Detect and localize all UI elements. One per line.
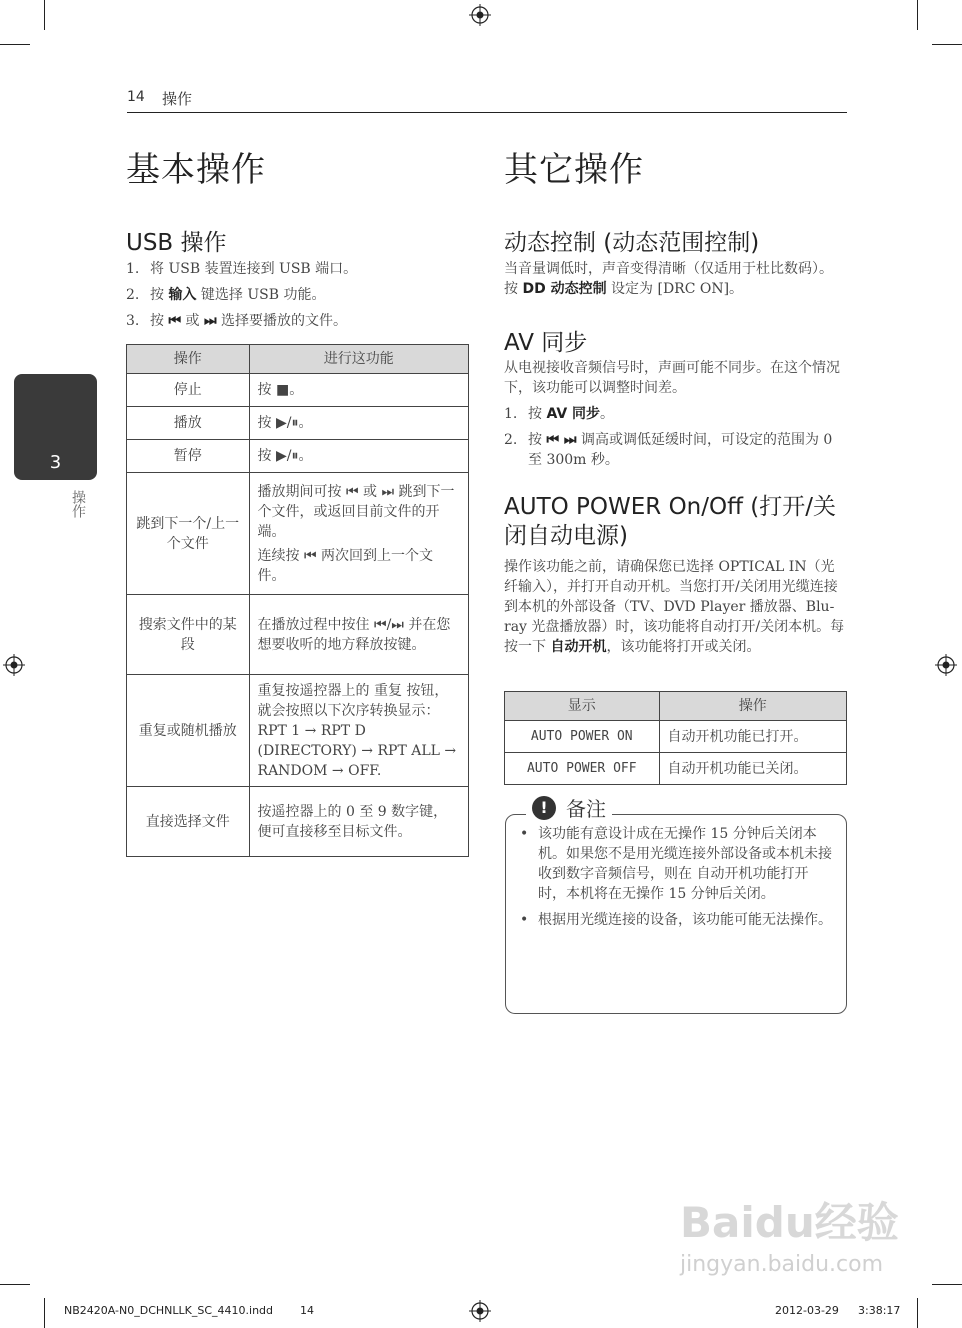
- table-cell: 自动开机功能已关闭。: [659, 753, 846, 785]
- table-cell: 按遥控器上的 0 至 9 数字键，便可直接移至目标文件。: [249, 787, 468, 857]
- table-row: [127, 407, 469, 440]
- usb-step-1: 1. 将 USB 装置连接到 USB 端口。: [126, 261, 358, 277]
- table-cell: 播放: [127, 407, 250, 440]
- cell-paragraph: 播放期间可按 ⏮ 或 ⏭ 跳到下一个文件，或返回目前文件的开端。: [257, 483, 455, 540]
- exclamation-icon: !: [532, 796, 556, 820]
- usb-steps: [126, 259, 471, 337]
- table-row: [127, 473, 469, 595]
- watermark-brand: Baidu经验: [680, 1198, 899, 1247]
- auto-power-key-label: 自动开机: [550, 639, 607, 655]
- usb-operation-table: [126, 344, 469, 857]
- usb-step-3: 3. 按 ⏮ 或 ⏭ 选择要播放的文件。: [126, 313, 348, 329]
- drc-key-label: DD 动态控制: [522, 281, 607, 297]
- right-page-title: 其它操作: [504, 150, 644, 190]
- auto-power-heading: AUTO POWER On/Off (打开/关闭自动电源): [504, 494, 836, 549]
- skip-icons: ⏮ ⏭: [546, 432, 577, 448]
- table-row: [505, 753, 847, 785]
- av-step-1: 1. 按 AV 同步。: [504, 406, 615, 422]
- table-header: 显示: [505, 692, 660, 721]
- table-cell: 搜索文件中的某段: [127, 595, 250, 675]
- header-rule: [127, 112, 847, 113]
- table-cell: [249, 473, 468, 595]
- table-header: 操作: [659, 692, 846, 721]
- registration-mark-bottom: [469, 1300, 491, 1322]
- registration-mark-left: [3, 654, 25, 676]
- table-cell: 重复按遥控器上的 重复 按钮，就会按照以下次序转换显示： RPT 1 → RPT D (DIRECTORY) → RPT ALL → RANDOM → OFF.: [249, 675, 468, 787]
- table-row: [505, 721, 847, 753]
- table-row: [127, 440, 469, 473]
- note-item: • 该功能有意设计成在无操作 15 分钟后关闭本机。如果您不是用光缆连接外部设备或本机未接收到数字音频信号，则在 自动开机功能打开时，本机将在无操作 15 分钟后关闭。: [518, 824, 836, 904]
- table-row: [127, 675, 469, 787]
- footer-page: 14: [300, 1304, 314, 1317]
- note-title: 备注: [566, 797, 606, 821]
- table-cell: 在播放过程中按住 ⏮/⏭ 并在您想要收听的地方释放按键。: [249, 595, 468, 675]
- note-item: • 根据用光缆连接的设备，该功能可能无法操作。: [518, 910, 836, 930]
- av-sync-text: 从电视接收音频信号时，声画可能不同步。在这个情况下，该功能可以调整时间差。: [504, 360, 840, 396]
- registration-mark-right: [935, 654, 957, 676]
- table-row: [127, 374, 469, 407]
- input-key-label: 输入: [168, 287, 197, 303]
- table-row: [127, 787, 469, 857]
- prev-icon: ⏮: [168, 313, 182, 329]
- av-sync-key-label: AV 同步: [546, 406, 601, 422]
- auto-power-text: 操作该功能之前，请确保您已选择 OPTICAL IN（光纤输入），并打开自动开机。当您打开/关闭用光缆连接到本机的外部设备（TV、DVD Player 播放器、Blu-ray 光盘播放器）时，该功能将自动打开/关闭本机。每按一下 自动开机，该功能将打开或关闭。: [504, 559, 845, 655]
- table-cell: 跳到下一个/上一个文件: [127, 473, 250, 595]
- footer-date: 2012-03-29: [775, 1304, 839, 1317]
- note-header: [526, 793, 612, 822]
- next-icon: ⏭: [203, 313, 217, 329]
- av-sync-steps: [504, 404, 846, 476]
- av-sync-heading: AV 同步: [504, 330, 588, 356]
- footer-time: 3:38:17: [858, 1304, 901, 1317]
- table-header: 操作: [127, 345, 250, 374]
- watermark-url: jingyan.baidu.com: [680, 1252, 884, 1277]
- watermark: [680, 1190, 899, 1277]
- registration-mark-top: [469, 4, 491, 26]
- table-cell: 重复或随机播放: [127, 675, 250, 787]
- table-header-row: [127, 345, 469, 374]
- table-cell: 自动开机功能已打开。: [659, 721, 846, 753]
- left-page-title: 基本操作: [126, 150, 266, 190]
- chapter-tab-label: 操作: [70, 490, 86, 518]
- table-cell: 停止: [127, 374, 250, 407]
- drc-text: 当音量调低时，声音变得清晰（仅适用于杜比数码）。按 DD 动态控制 设定为 [DRC ON]。: [504, 261, 833, 297]
- page-number: 14: [127, 89, 145, 105]
- table-cell: 按 ■。: [249, 374, 468, 407]
- table-cell: 直接选择文件: [127, 787, 250, 857]
- drc-heading: 动态控制 (动态范围控制): [504, 230, 760, 256]
- table-row: [127, 595, 469, 675]
- table-header: 进行这功能: [249, 345, 468, 374]
- usb-heading: USB 操作: [126, 230, 227, 256]
- cell-paragraph: 连续按 ⏮ 两次回到上一个文件。: [257, 547, 434, 584]
- table-cell: AUTO POWER OFF: [505, 753, 660, 785]
- note-list: [518, 824, 836, 936]
- table-cell: 按 ▶/⏸。: [249, 407, 468, 440]
- table-cell: 按 ▶/⏸。: [249, 440, 468, 473]
- chapter-tab-number: 3: [49, 452, 62, 473]
- auto-power-table: [504, 691, 847, 785]
- av-step-2: 2. 按 ⏮ ⏭ 调高或调低延缓时间，可设定的范围为 0 至 300m 秒。: [504, 432, 833, 468]
- usb-step-2: 2. 按 输入 键选择 USB 功能。: [126, 287, 326, 303]
- table-header-row: [505, 692, 847, 721]
- footer-filename: NB2420A-N0_DCHNLLK_SC_4410.indd: [64, 1304, 274, 1317]
- table-cell: 暂停: [127, 440, 250, 473]
- running-header-section: 操作: [162, 90, 193, 108]
- table-cell: AUTO POWER ON: [505, 721, 660, 753]
